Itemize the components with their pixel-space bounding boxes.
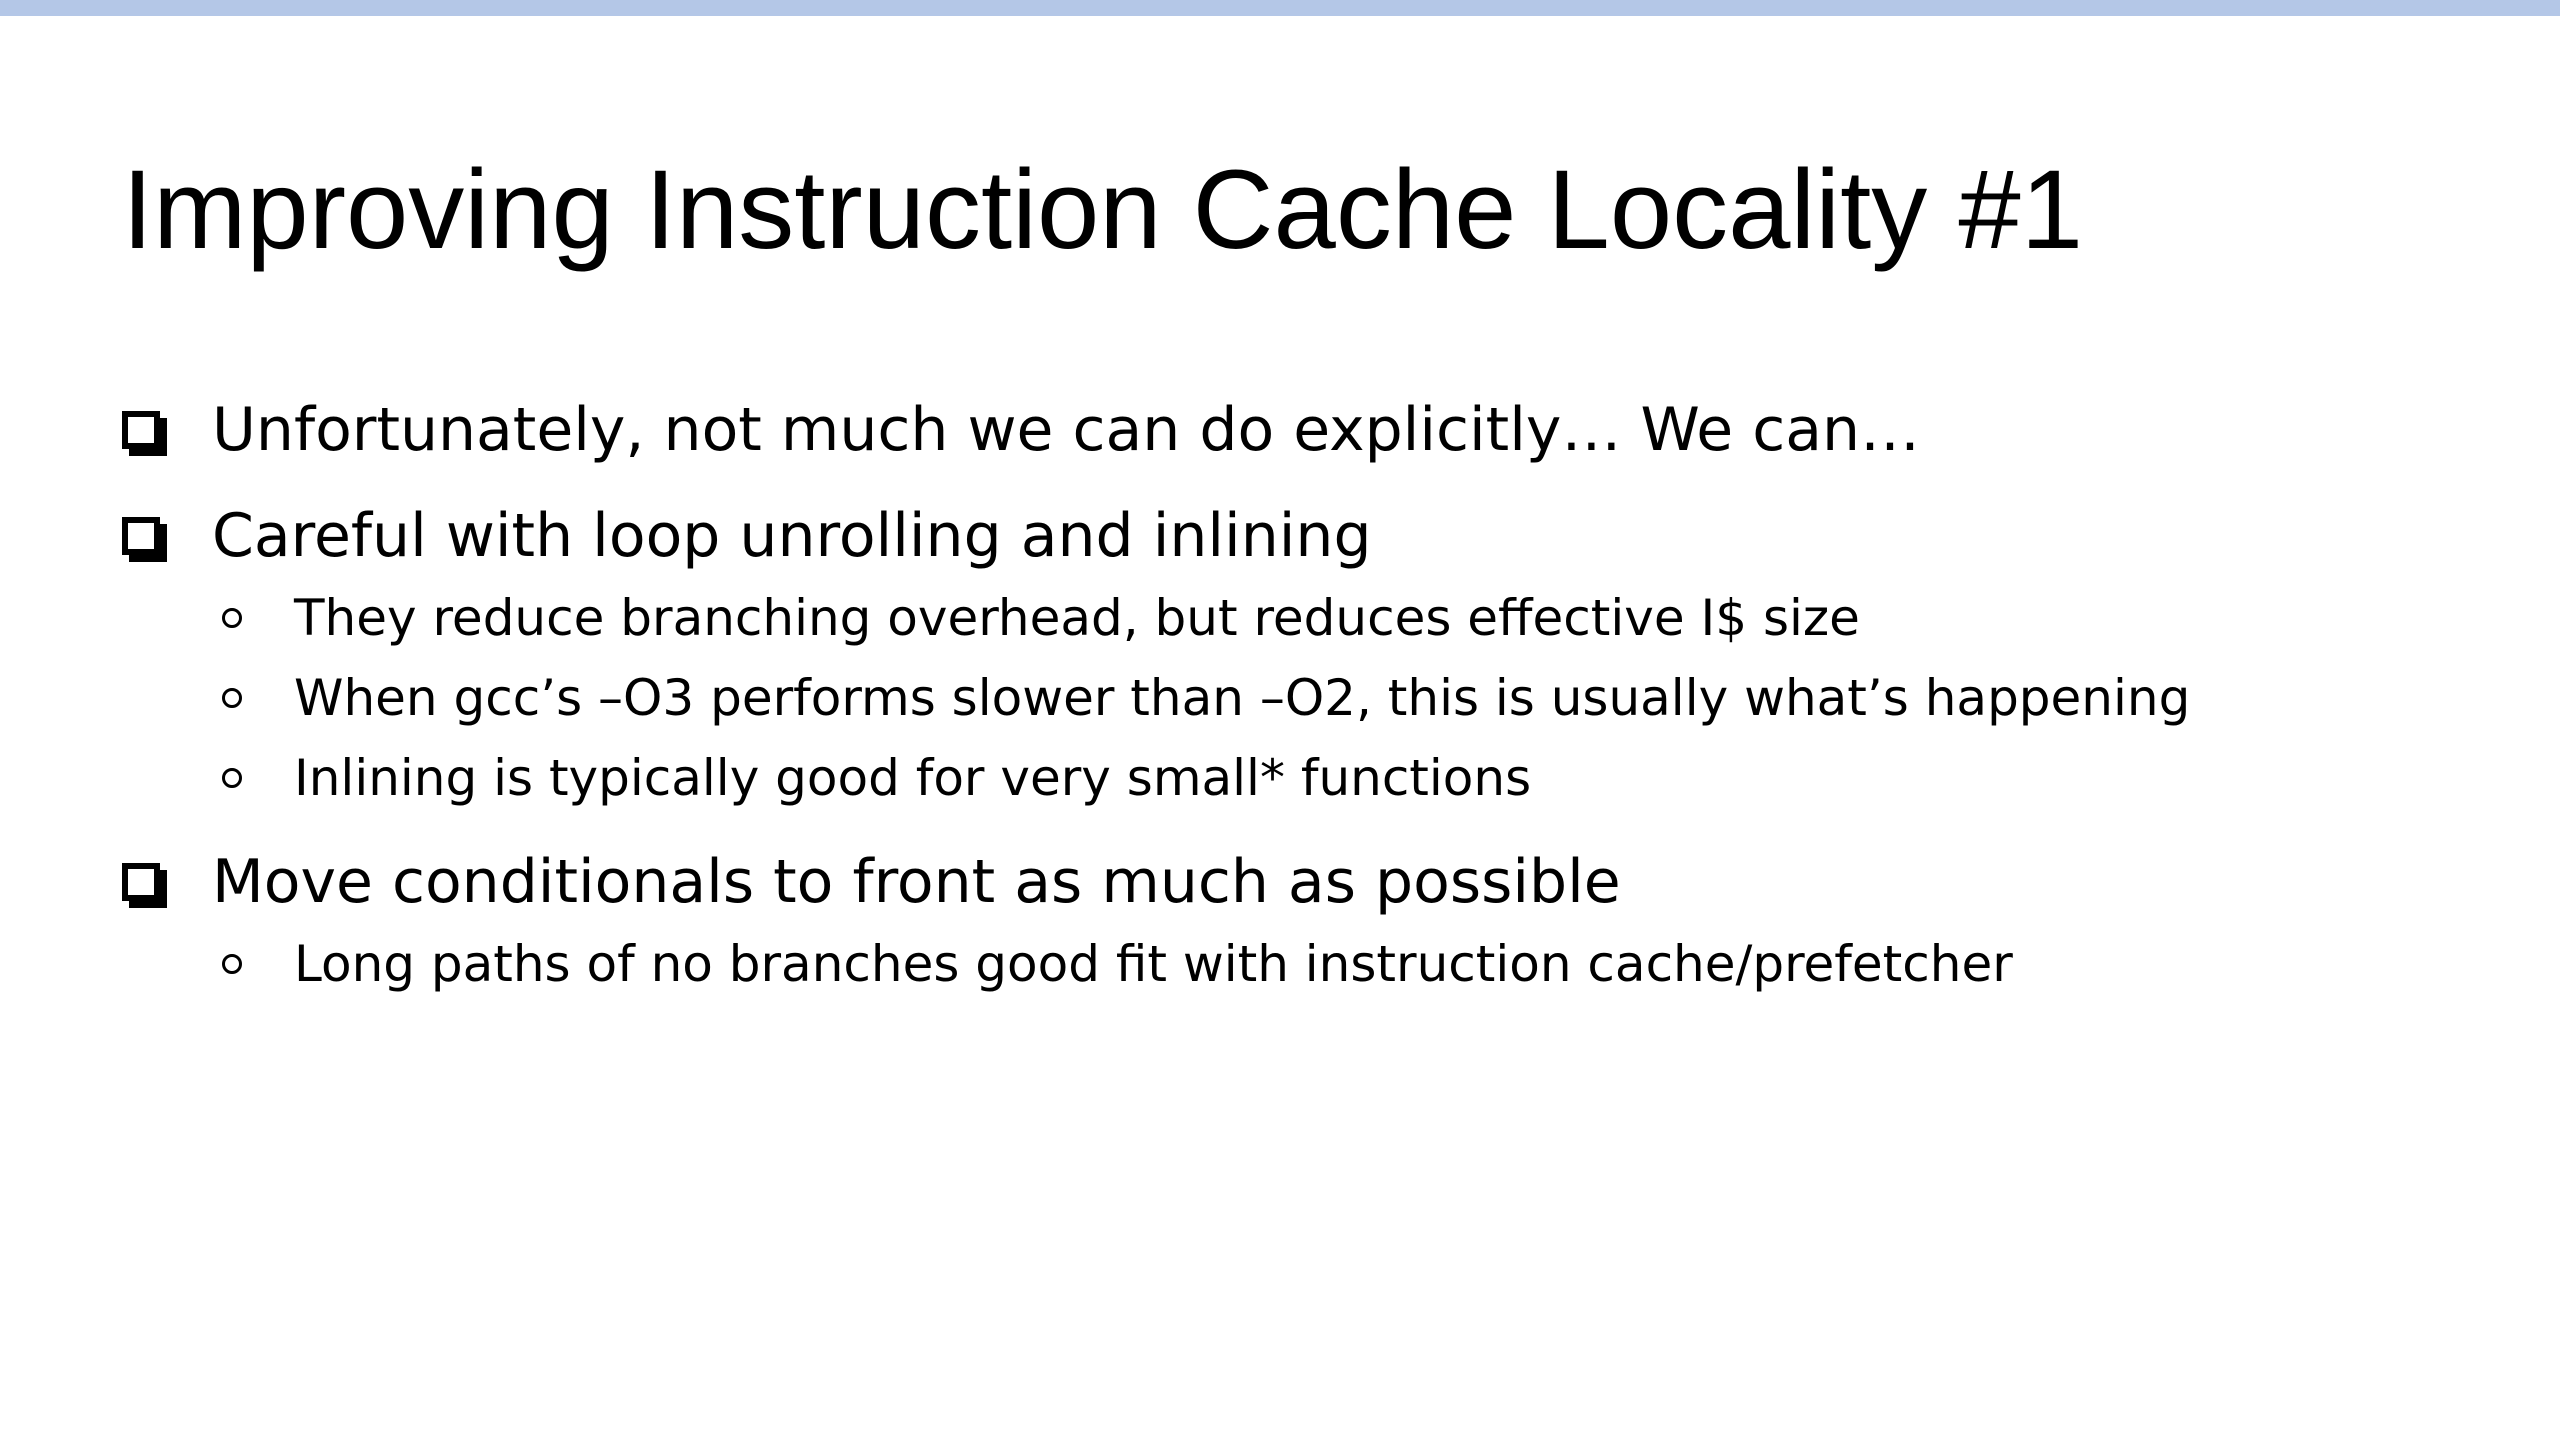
square-bullet-icon bbox=[122, 517, 160, 555]
bullet-item bbox=[122, 840, 2502, 924]
circle-bullet-icon bbox=[222, 954, 242, 974]
sub-bullet-text: Inlining is typically good for very small* functions bbox=[294, 749, 1532, 807]
sub-bullet-item bbox=[222, 738, 2502, 818]
sub-bullet-text: They reduce branching overhead, but reduces effective I$ size bbox=[294, 589, 1860, 647]
circle-bullet-icon bbox=[222, 608, 242, 628]
bullet-item bbox=[122, 388, 2502, 472]
square-bullet-icon bbox=[122, 411, 160, 449]
sub-bullet-item bbox=[222, 578, 2502, 658]
sub-bullet-text: When gcc’s –O3 performs slower than –O2, this is usually what’s happening bbox=[294, 669, 2191, 727]
bullet-text: Move conditionals to front as much as possible bbox=[212, 847, 1621, 917]
sub-bullet-item bbox=[222, 658, 2502, 738]
bullet-text: Careful with loop unrolling and inlining bbox=[212, 501, 1372, 571]
bullet-list bbox=[122, 388, 2502, 1018]
circle-bullet-icon bbox=[222, 688, 242, 708]
circle-bullet-icon bbox=[222, 768, 242, 788]
bullet-item bbox=[122, 494, 2502, 578]
top-accent-bar bbox=[0, 0, 2560, 16]
bullet-text: Unfortunately, not much we can do explicitly… We can… bbox=[212, 395, 1921, 465]
sub-bullet-item bbox=[222, 924, 2502, 1004]
sub-bullet-text: Long paths of no branches good fit with instruction cache/prefetcher bbox=[294, 935, 2013, 993]
slide-title: Improving Instruction Cache Locality #1 bbox=[122, 147, 2083, 272]
square-bullet-icon bbox=[122, 863, 160, 901]
